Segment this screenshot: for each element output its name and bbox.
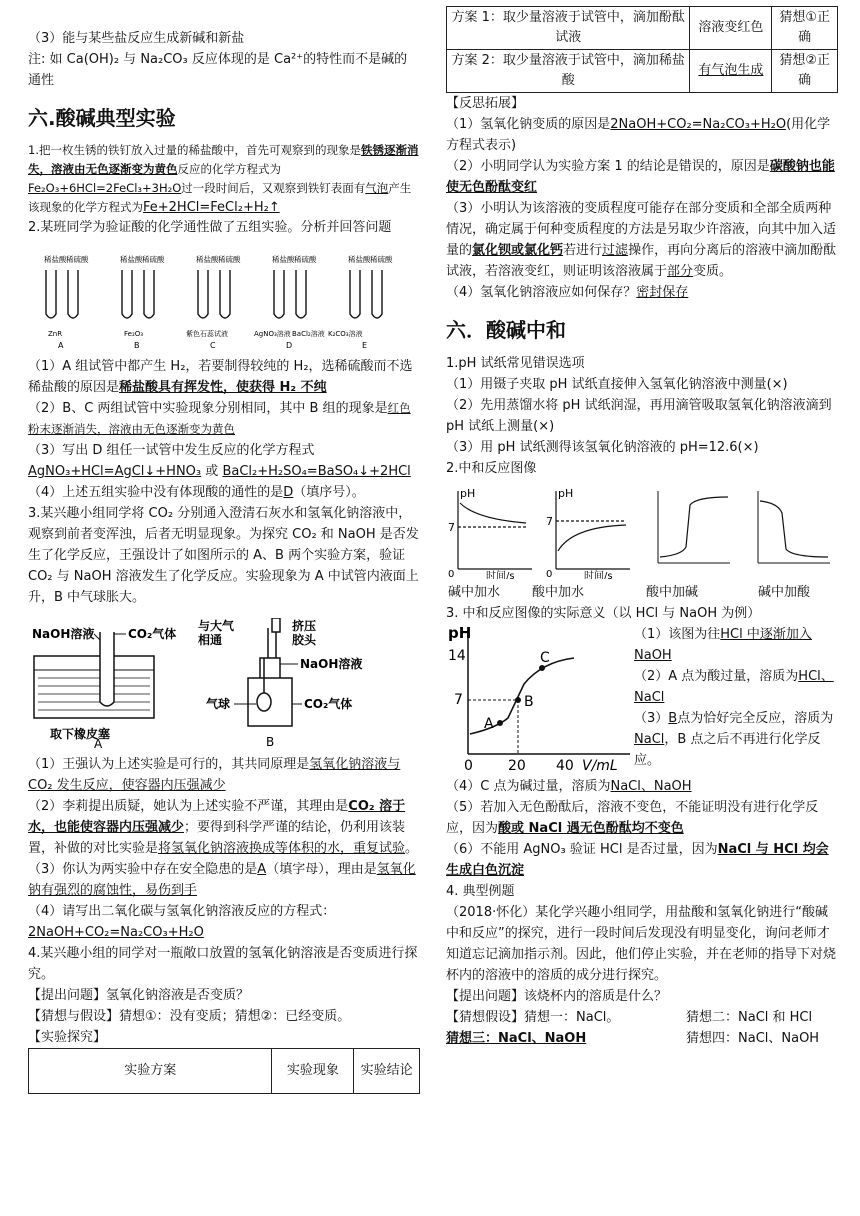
point-c: C [540,650,550,666]
table-cell: 方案 2：取少量溶液于试管中，滴加稀盐酸 [447,50,690,93]
question-2-intro: 2.某班同学为验证酸的化学通性做了五组实验。分析并回答问题 [28,220,392,235]
test-tube [350,270,360,318]
chart-note-5: （5）若加入无色酚酞后，溶液不变色，不能证明没有进行化学反应，因为酸或 NaCl 遇无色酚酞均不变色 [446,800,819,836]
graph-acid-water [556,491,630,569]
text-line: （3）能与某些盐反应生成新碱和新盐 [28,31,245,46]
reagent-label: 紫色石蕊试液 [186,330,228,338]
test-tube [372,270,382,318]
chart-y14: 14 [448,648,466,664]
test-tube [144,270,154,318]
label-air: 与大气 [198,619,235,633]
meaning-title: 3. 中和反应图像的实际意义（以 HCl 与 NaOH 为例） [446,606,761,621]
experiment-table-head [28,1048,420,1094]
example-hyp-row1: 【猜想假设】猜想一：NaCl。 猜想二：NaCl 和 HCl [446,1010,813,1025]
apparatus-figure [28,618,420,748]
experiment-table-body [446,6,838,93]
left-column [28,0,420,1094]
caption: 酸中加碱 [646,585,699,600]
label-press2: 胶头 [292,633,317,647]
test-tubes-figure [28,252,420,352]
graph-base-acid [758,491,830,563]
question-4-intro: 4.某兴趣小组的同学对一瓶敞口放置的氢氧化钠溶液是否变质进行探究。 [28,946,418,982]
table-cell: 有气泡生成 [690,50,772,93]
question-2-3: （3）写出 D 组任一试管中发生反应的化学方程式 AgNO₃+HCl=AgCl↓+HNO₃ 或 BaCl₂+H₂SO₄=BaSO₄↓+2HCl [28,443,411,479]
titration-chart [446,624,632,774]
acid-label: 稀盐酸 [348,255,371,264]
reflect-4: （4）氢氧化钠溶液应如何保存？密封保存 [446,285,689,300]
example-text: （2018·怀化）某化学兴趣小组同学，用盐酸和氢氧化钠进行“酸碱中和反应”的探究，进行一段时间后发现没有明显变化，询问老师才知道忘记滴加指示剂。因此，他们停止实验，并在老师的指导下对烧杯内的溶液中的溶质的成分进行探究。 [446,905,837,983]
acid-label: 稀盐酸 [120,255,143,264]
test-tube [220,270,230,318]
reflect-3: （3）小明认为该溶液的变质程度可能存在部分变质和全部全质两种情况，确定属于何种变质程度的方法是另取少许溶液，向其中加入适量的氯化钡或氯化钙若进行过滤操作，再向分离后的溶液中滴加酚酞试液，若溶液变红，则证明该溶液属于部分变质。 [446,201,837,279]
table-header: 实验结论 [354,1049,420,1094]
label-press: 挤压 [292,619,317,633]
group-label: C [210,341,216,350]
test-tube [68,270,78,318]
chart-xlabel: V/mL [582,758,618,774]
question-3-2: （2）李莉提出质疑，她认为上述实验不严谨，其理由是CO₂ 溶于水，也能使容器内压强减少；要得到科学严谨的结论，仍利用该装置，补做的对比实验是将氢氧化钠溶液换成等体积的水，重复试验。 [28,799,419,856]
chart-note-2: （2）A 点为酸过量，溶质为HCl、NaCl [634,669,834,705]
acid-label: 稀盐酸 [44,255,67,264]
table-cell: 猜想②正确 [772,50,838,93]
chart-x40: 40 [556,758,574,774]
acid-label: 稀盐酸 [272,255,295,264]
acid-label: 稀硫酸 [370,255,393,264]
chart-note-3: （3）B点为恰好完全反应，溶质为NaCl，B 点之后不再进行化学反应。 [634,711,834,768]
ph-error-3: （3）用 pH 试纸测得该氢氧化钠溶液的 pH=12.6(×) [446,440,759,455]
axis-time: 时间/s [486,571,515,579]
chart-note-6: （6）不能用 AgNO₃ 验证 HCl 是否过量，因为NaCl 与 HCl 均会生成白色沉淀 [446,842,829,878]
reagent-label: AgNO₃溶液 [254,330,291,338]
label-a: A [94,737,103,748]
table-cell: 溶液变红色 [690,7,772,50]
question-3-1: （1）王强认为上述实验是可行的，其共同原理是氢氧化钠溶液与 CO₂ 发生反应，使容器内压强减少 [28,757,401,793]
test-tube [122,270,132,318]
label-co2: CO₂气体 [128,627,177,641]
right-column [446,0,838,1049]
chart-notes [634,624,838,771]
table-header: 实验现象 [272,1049,354,1094]
question-2-1: （1）A 组试管中都产生 H₂，若要制得较纯的 H₂，选稀硫酸而不选稀盐酸的原因是稀盐酸具有挥发性，使获得 H₂ 不纯 [28,359,413,395]
group-label: B [134,341,140,350]
graphs-title: 2.中和反应图像 [446,461,537,476]
apparatus-a [34,632,154,718]
ph-error-2: （2）先用蒸馏水将 pH 试纸润湿，再用滴管吸取氢氧化钠溶液滴到 pH 试纸上测量(×) [446,398,832,434]
test-tube [296,270,306,318]
reagent-label: BaCl₂溶液 [292,330,325,338]
reflect-2: （2）小明同学认为实验方案 1 的结论是错误的，原因是碳酸钠也能使无色酚酞变红 [446,159,835,195]
test-tube [198,270,208,318]
label-remove: 取下橡皮塞 [50,727,111,741]
acid-label: 稀硫酸 [294,255,317,264]
chart-y7: 7 [454,692,463,708]
group-label: E [362,341,368,350]
table-cell: 猜想①正确 [772,7,838,50]
question-3-3: （3）你认为两实验中存在安全隐患的是A（填字母），理由是氢氧化钠有强烈的腐蚀性，易伤到手 [28,862,416,898]
question-3-4: （4）请写出二氧化碳与氢氧化钠溶液反应的方程式： 2NaOH+CO₂=Na₂CO₃+H₂O [28,904,336,940]
question-2-2: （2）B、C 两组试管中实验现象分别相同，其中 B 组的现象是红色粉末逐渐消失，溶液由无色逐渐变为黄色 [28,401,411,436]
question-2-4: （4）上述五组实验中没有体现酸的通性的是D（填序号）。 [28,485,365,500]
question-3-intro: 3.某兴趣小组同学将 CO₂ 分别通入澄清石灰水和氢氧化钠溶液中，观察到前者变浑浊，后者无明显现象。为探究 CO₂ 和 NaOH 是否发生了化学反应，王强设计了如图所示的 A、B 两个实验方案，验证 CO₂ 与 NaOH 溶液发生了化学反应。实验现象为 A 中试管内液面上升，B 中气球胀大。 [28,506,419,605]
graph-acid-base [658,491,730,563]
question-4-problem: 【提出问题】氢氧化钠溶液是否变质？ [28,988,250,1003]
group-label: A [58,341,64,350]
section-title: 六．酸碱中和 [446,318,566,342]
group-label: D [286,341,293,350]
label-b: B [266,735,275,748]
example-hyp-row2: 猜想三：NaCl、NaOH 猜想四：NaCl、NaOH [446,1031,820,1046]
caption: 酸中加水 [532,585,585,600]
chart-block [446,624,838,776]
chart-ylabel: pH [448,624,472,642]
label-naoh: NaOH溶液 [32,627,95,641]
example-question: 【提出问题】该烧杯内的溶质是什么？ [446,989,668,1004]
axis-7: 7 [448,521,455,534]
label-air2: 相通 [198,633,223,647]
question-4-hypothesis: 【猜想与假设】猜想①：没有变质；猜想②：已经变质。 [28,1009,351,1024]
axis-0: 0 [448,569,455,579]
caption: 碱中加酸 [758,585,811,600]
acid-label: 稀硫酸 [66,255,89,264]
graph-base-water [458,491,532,569]
ph-error-1: （1）用镊子夹取 pH 试纸直接伸入氢氧化钠溶液中测量(×) [446,377,788,392]
apparatus-b [248,618,292,726]
section-title: 六.酸碱典型实验 [28,106,176,130]
acid-label: 稀盐酸 [196,255,219,264]
chart-note-4: （4）C 点为碱过量，溶质为NaCl、NaOH [446,779,692,794]
axis-7: 7 [546,515,553,528]
ph-errors-title: 1.pH 试纸常见错误选项 [446,356,585,371]
reagent-label: K₂CO₃溶液 [328,330,363,338]
table-header: 实验方案 [29,1049,272,1094]
chart-note-1: （1）该图为往HCl 中逐渐加入 NaOH [634,627,812,663]
acid-label: 稀硫酸 [142,255,165,264]
note-line: 注: 如 Ca(OH)₂ 与 Na₂CO₃ 反应体现的是 Ca²⁺的特性而不是碱的通性 [28,52,408,88]
point-a: A [484,716,494,732]
test-tube [274,270,284,318]
graph-captions [446,579,838,603]
chart-x0: 0 [464,758,473,774]
reagent-label: ZnR [48,330,63,338]
reflect-title: 【反思拓展】 [446,96,525,111]
caption: 碱中加水 [448,585,501,600]
axis-0: 0 [546,569,553,579]
axis-ph: pH [460,487,476,500]
acid-label: 稀硫酸 [218,255,241,264]
axis-ph: pH [558,487,574,500]
question-4-explore: 【实验探究】 [28,1030,107,1045]
axis-time: 时间/s [584,571,613,579]
question-1: 1.把一枚生锈的铁钉放入过量的稀盐酸中，首先可观察到的现象是铁锈逐渐消失，溶液由无色逐渐变为黄色反应的化学方程式为Fe₂O₃+6HCl=2FeCl₃+3H₂O过一段时间后，又观察到铁钉表面有气泡产生该现象的化学方程式为Fe+2HCl=FeCl₂+H₂↑ [28,143,419,215]
point-b: B [524,694,534,710]
neutralization-graphs [446,483,838,579]
reagent-label: Fe₂O₃ [124,330,144,338]
chart-x20: 20 [508,758,526,774]
example-title: 4. 典型例题 [446,884,515,899]
reflect-1: （1）氢氧化钠变质的原因是2NaOH+CO₂=Na₂CO₃+H₂O(用化学方程式表示) [446,117,831,153]
test-tube [46,270,56,318]
table-cell: 方案 1：取少量溶液于试管中，滴加酚酞试液 [447,7,690,50]
label-balloon: 气球 [206,697,231,711]
label-co2-b: CO₂气体 [304,697,353,711]
label-naoh-b: NaOH溶液 [300,657,363,671]
